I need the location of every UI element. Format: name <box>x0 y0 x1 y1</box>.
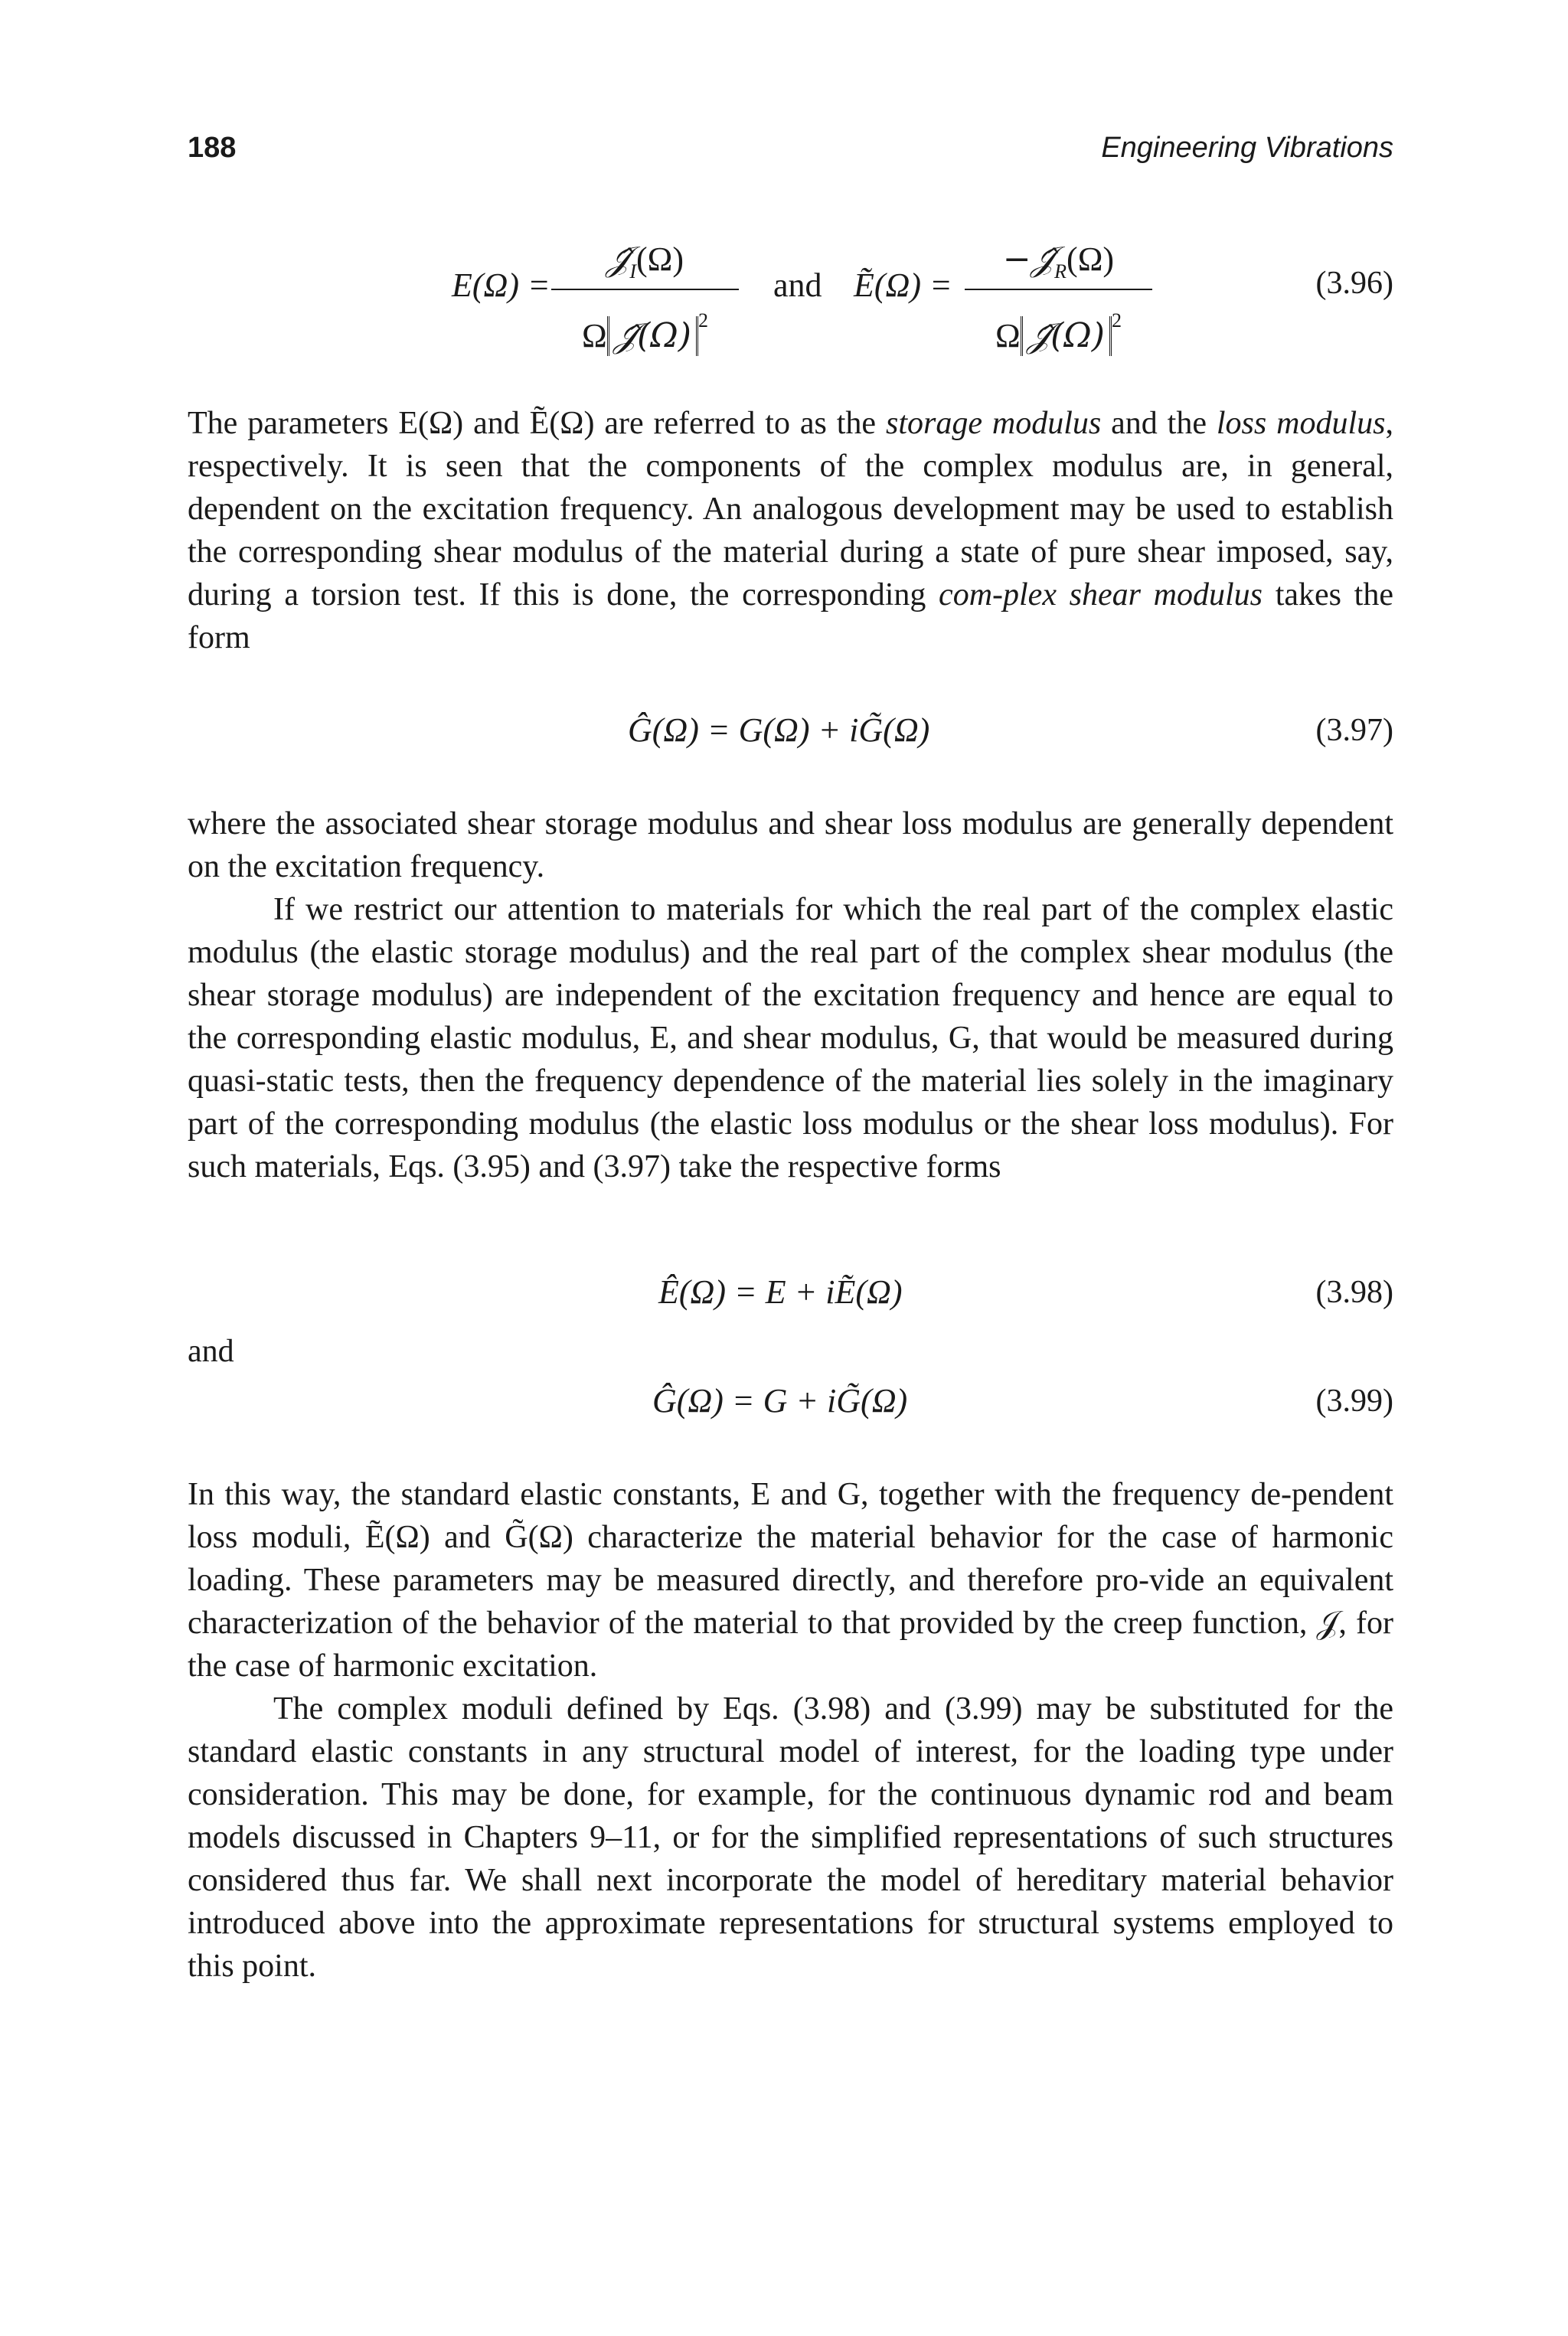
eq-396-fraction-left: $𝒥̂_I(\Omega)$ Ω 𝒥̂(Ω) $^2$ <box>551 234 739 348</box>
paragraph-restrict-attention: If we restrict our attention to materials for which the real part of the complex elastic modulus (the elastic storage modulus) and the real part of the complex shear modulus (the shear storage modulus) are independent of the excitation frequency and hence are equal to the corresponding elastic modulus, E, and shear modulus, G, that would be measured during quasi-static tests, then the frequency dependence of the material lies solely in the imaginary part of the corresponding modulus (the elastic loss modulus or the shear loss modulus). For such materials, Eqs. (3.95) and (3.97) take the respective forms <box>188 892 1393 1184</box>
running-head <box>188 132 1393 178</box>
paragraph-storage-loss: The parameters E(Ω) and Ẽ(Ω) are referred to as the storage modulus and the loss modulus, respectively. It is seen that the components of the complex modulus are, in general, dependent on the excitation frequency. An analogous development may be used to establish the corresponding shear modulus of the material during a state of pure shear imposed, say, during a torsion test. If this is done, the corresponding com-plex shear modulus takes the form <box>188 406 1393 655</box>
equation-3-96 <box>436 234 1202 379</box>
eq-399-number: (3.99) <box>1315 1384 1393 1419</box>
eq-396-lhs-left: E(Ω) = <box>452 266 550 304</box>
eq-396-left-norm: 𝒥̂(Ω) <box>607 316 698 356</box>
eq-396-left-num: 𝒥̂ <box>606 240 630 279</box>
term-loss-modulus: loss modulus <box>1216 406 1386 441</box>
paragraph-shear-dependence: where the associated shear storage modulus and shear loss modulus are generally dependent on the excitation frequency. <box>188 806 1393 884</box>
eq-396-lhs-right: Ẽ(Ω) = <box>854 266 952 304</box>
paragraph-standard-constants: In this way, the standard elastic constants, E and G, together with the frequency de-pendent loss moduli, Ẽ(Ω) and G̃(Ω) characterize the material behavior for the case of harmonic loading. These parameters may be measured directly, and therefore pro-vide an equivalent characterization of the behavior of the material to that provided by the creep function, 𝒥, for the case of harmonic excitation. <box>188 1477 1393 1684</box>
eq-396-fraction-right: $-𝒥̂_R(\Omega)$ Ω 𝒥̂(Ω) $^2$ <box>965 234 1152 348</box>
eq-396-number: (3.96) <box>1315 266 1393 301</box>
book-title: Engineering Vibrations <box>1101 132 1393 164</box>
and-between-equations: and <box>188 1334 234 1369</box>
eq-396-right-norm: 𝒥̂(Ω) <box>1021 316 1112 356</box>
eq-396-right-num: −𝒥̂ <box>1002 240 1055 279</box>
paragraph-complex-moduli: The complex moduli defined by Eqs. (3.98) and (3.99) may be substituted for the standard elastic constants in any structural model of interest, for the loading type under consideration. This may be done, for example, for the continuous dynamic rod and beam models discussed in Chapters 9–11, or for the simplified representations of such structures considered thus far. We shall next incorporate the model of hereditary material behavior introduced above into the approximate representations for structural systems employed to this point. <box>188 1691 1393 1984</box>
eq-397-number: (3.97) <box>1315 713 1393 748</box>
eq-398-number: (3.98) <box>1315 1275 1393 1310</box>
eq-396-and: and <box>773 266 822 304</box>
term-complex-shear-modulus: com-plex shear modulus <box>939 577 1263 613</box>
equation-3-97: Ĝ(Ω) = G(Ω) + iG̃(Ω) <box>628 711 930 749</box>
equation-3-99: Ĝ(Ω) = G + iG̃(Ω) <box>652 1382 908 1420</box>
page-number: 188 <box>188 132 237 164</box>
term-storage-modulus: storage modulus <box>885 406 1102 441</box>
equation-3-98: Ê(Ω) = E + iẼ(Ω) <box>658 1273 903 1311</box>
